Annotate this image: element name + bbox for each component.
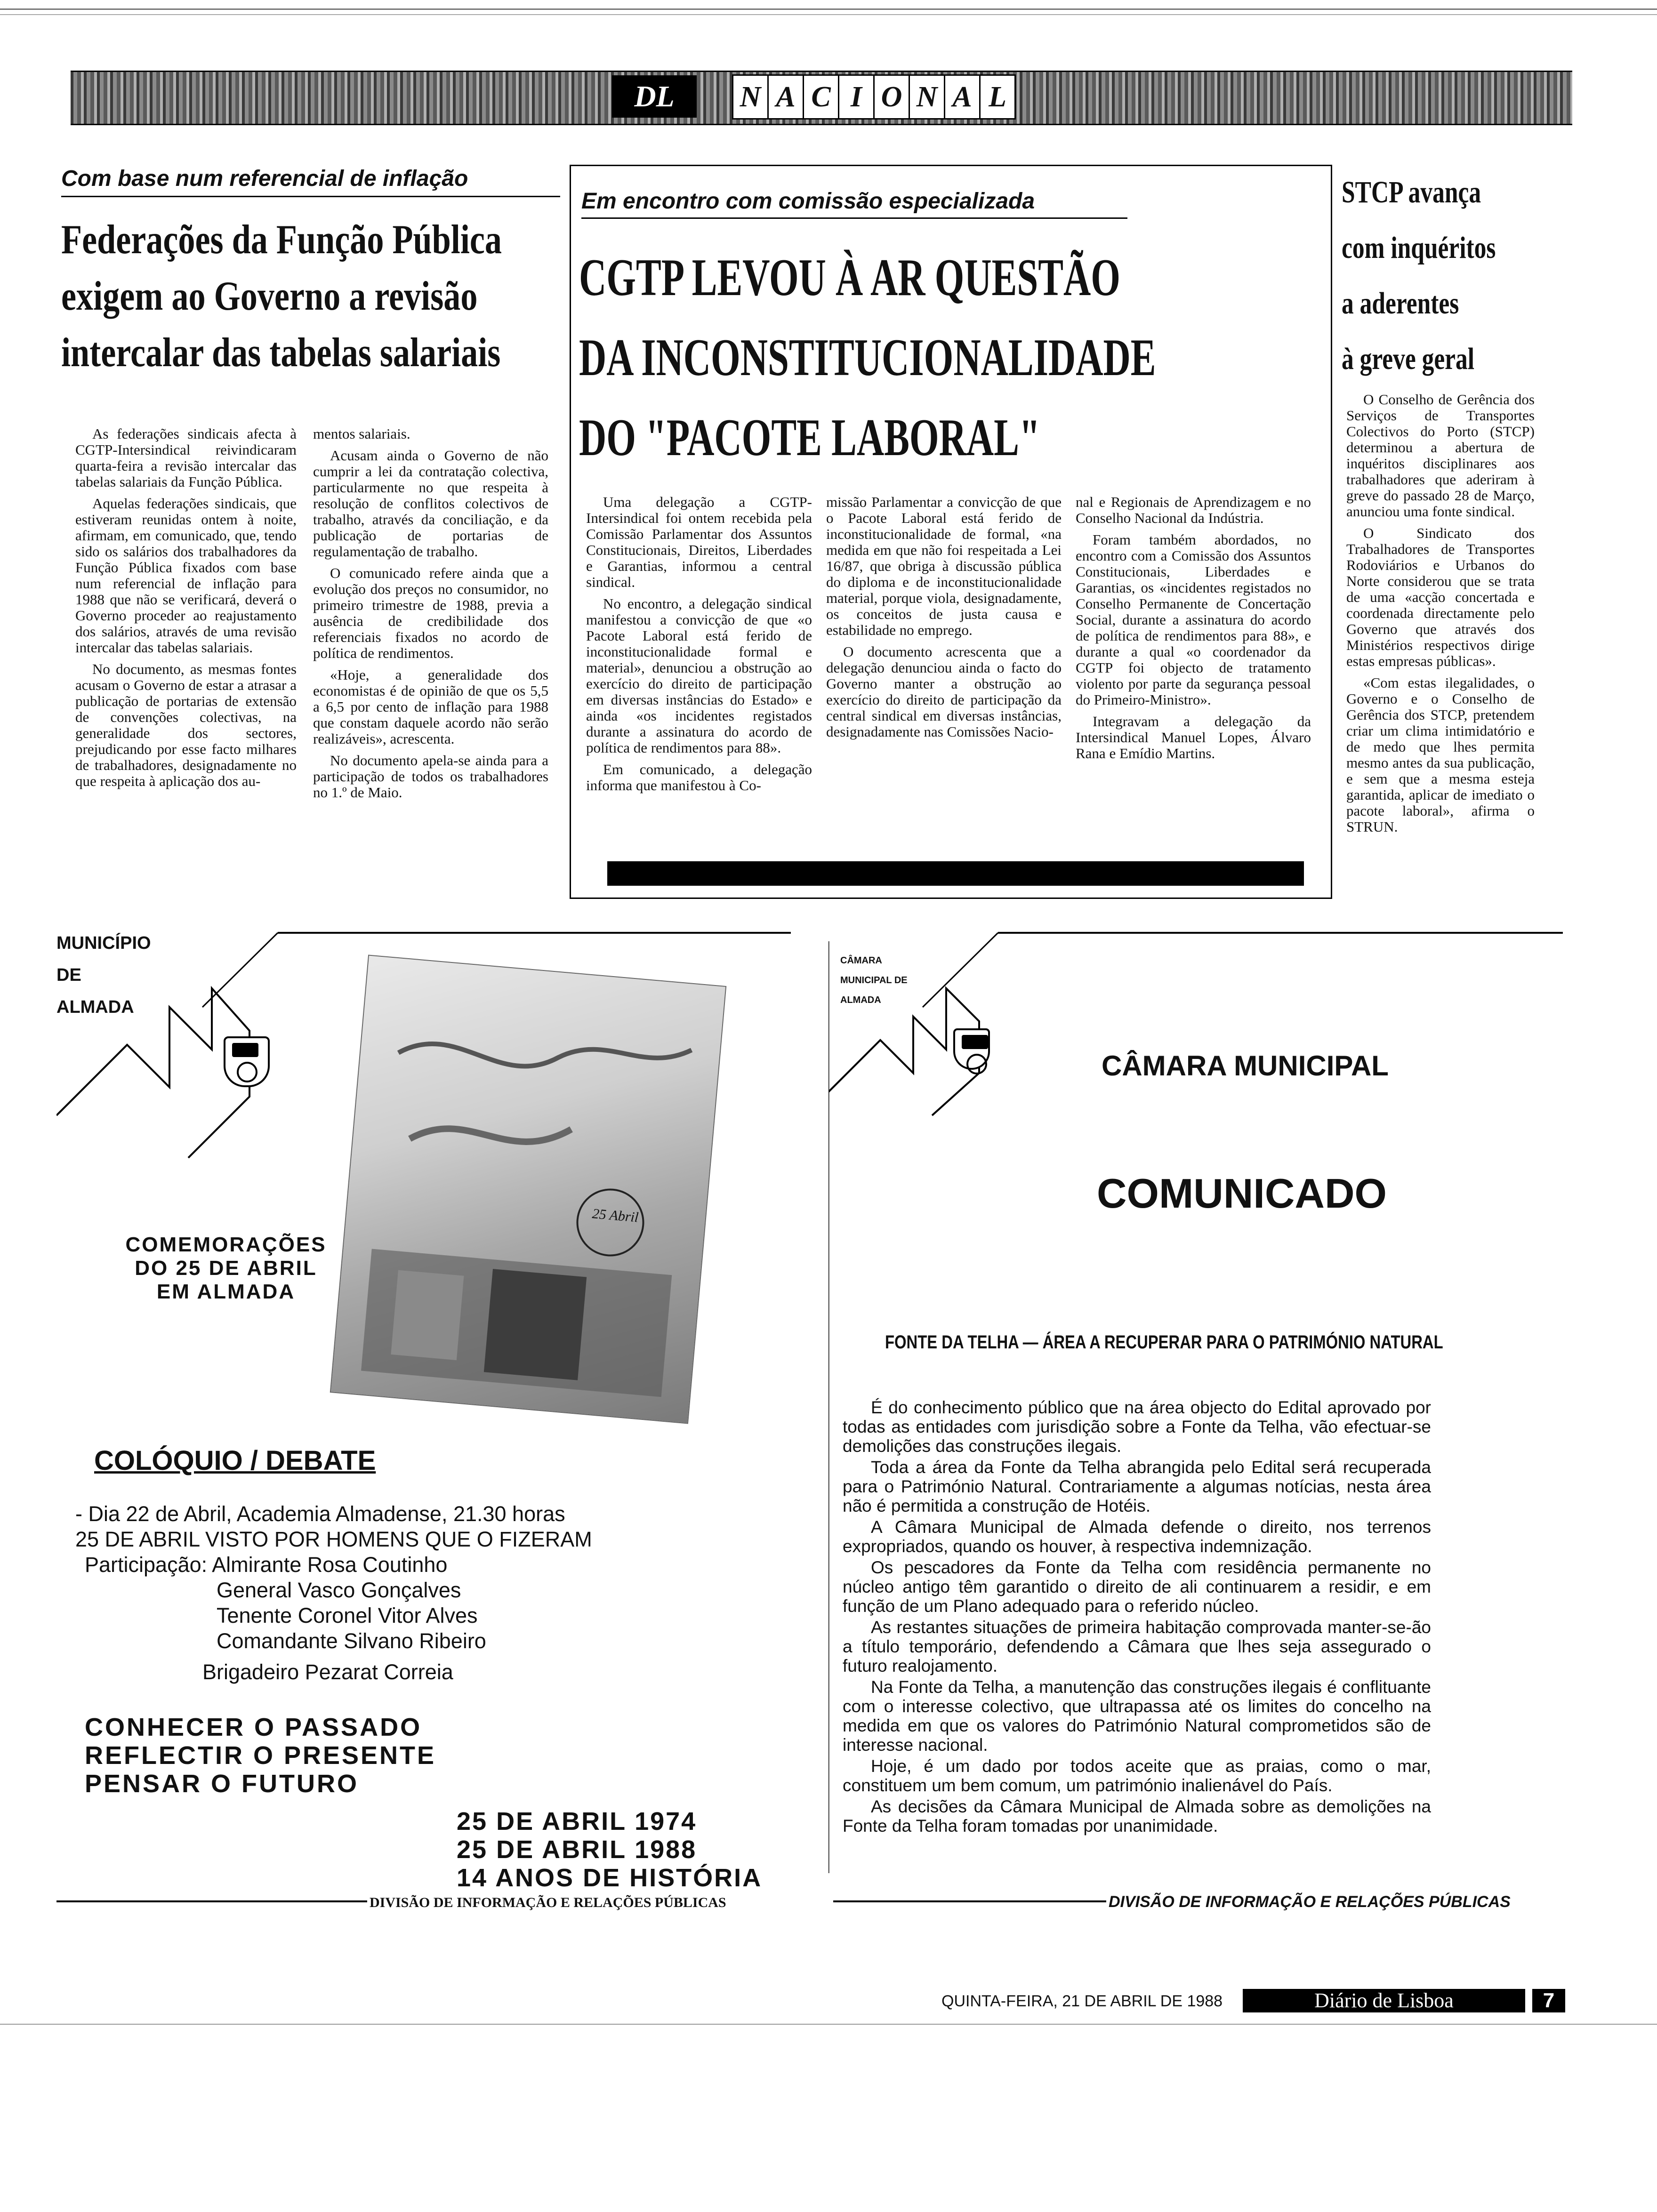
article1-kicker-rule [61,196,560,197]
article3-paragraph: O Sindicato dos Trabalhadores de Transportes Rodoviários e Urbanos do Norte considerou que se trata de uma «acção concertada e coordenada directamente pelo Governo que através dos Ministérios respectivos dirige estas empresas públicas». [1346,525,1535,669]
top-border-2 [0,14,1657,15]
section-letter: N [910,76,945,118]
ad-right-paragraph: É do conhecimento público que na área objecto do Edital aprovado por todas as entidades com jurisdição sobre a Fonte da Telha, vão efectuar-se demolições das construções ilegais. [843,1398,1431,1456]
article1-paragraph: No documento apela-se ainda para a participação de todos os trabalhadores no 1.º de Maio. [313,752,548,801]
article2-paragraph: Foram também abordados, no encontro com a Comissão dos Assuntos Constitucionais, Liberdades e Garantias, os «incidentes registados no Conselho Permanente de Concertação Social, durante a assinatura do acordo de política de rendimentos para 88», e durante a qual «o coordenador da CGTP foi objecto de tratamento violento por parte da segurança pessoal do Primeiro-Ministro». [1076,531,1311,708]
ad-left-dates [457,1807,762,1892]
article2-column-3 [1076,494,1311,767]
article2-headline-line: DA INCONSTITUCIONALIDADE [579,329,1156,387]
article2-paragraph: nal e Regionais de Aprendizagem e no Conselho Nacional da Indústria. [1076,494,1311,526]
article2-kicker-rule [581,217,1127,219]
article2-column-1 [586,494,812,799]
footer-page-number: 7 [1532,1989,1565,2012]
ad-right-heading: FONTE DA TELHA — ÁREA A RECUPERAR PARA O PATRIMÓNIO NATURAL [885,1332,1443,1353]
article1-headline-line: exigem ao Governo a revisão [61,273,478,319]
ad-left-slogan-line: REFLECTIR O PRESENTE [85,1741,436,1770]
ad-left-title-line: EM ALMADA [156,1280,296,1303]
article2-kicker: Em encontro com comissão especializada [581,189,1035,214]
article1-headline [61,212,570,381]
ad-left-dates-line: 25 DE ABRIL 1988 [457,1835,697,1864]
ad-left-subtitle: COLÓQUIO / DEBATE [94,1445,376,1476]
ad-right-org-line: CÂMARA [840,955,882,966]
ad-right-paragraph: Hoje, é um dado por todos aceite que as praias, como o mar, constituem um bem comum, um património inalienável do País. [843,1756,1431,1795]
ad-right [828,913,1572,1920]
ad-left-event-line: 25 DE ABRIL VISTO POR HOMENS QUE O FIZERAM [75,1527,592,1551]
section-letter: L [989,81,1006,113]
ad-left-org [56,927,151,1023]
ad-left-org-line: ALMADA [56,997,134,1017]
article2-headline-line: DO "PACOTE LABORAL" [579,409,1040,467]
ad-left-title-line: COMEMORAÇÕES [125,1233,327,1256]
article2-paragraph: No encontro, a delegação sindical manifestou a convicção de que «o Pacote Laboral está ferido de inconstitucionalidade formal e material», denunciou a obstrução ao exercício do direito de participação em diversas instâncias do Estado» e ainda «os incidentes registados durante a assinatura do acordo de política de rendimentos para 88». [586,595,812,756]
article3-headline-line: com inquéritos [1342,231,1496,265]
ad-right-subtitle: COMUNICADO [1097,1170,1387,1217]
article2-paragraph: missão Parlamentar a convicção de que o Pacote Laboral está ferido de inconstitucionalidade de formal, «na medida em que não foi respeitada a Lei 16/87, que obriga à discussão pública do diploma e de inconstitucionalidade material, porque viola, designadamente, os conceitos de justa causa e estabilidade no emprego. [826,494,1062,638]
section-letter: A [769,76,804,118]
ad-left-participant: Comandante Silvano Ribeiro [217,1629,486,1653]
top-border [0,8,1657,10]
article1-headline-line: intercalar das tabelas salariais [61,330,501,376]
section-letter: C [804,76,839,118]
article3-headline-line: STCP avança [1342,175,1481,209]
almada-crest-icon [224,1036,270,1087]
ad-left-participation: Participação: Almirante Rosa Coutinho [85,1553,448,1577]
ad-left-title-line: DO 25 DE ABRIL [135,1257,317,1280]
poster-image [330,954,726,1424]
footer-paper-name: Diário de Lisboa [1243,1989,1525,2012]
dl-logo: DL [612,75,697,118]
ad-right-title: CÂMARA MUNICIPAL [1102,1050,1389,1082]
article3-headline-line: à greve geral [1342,342,1475,376]
article2-headline-line: CGTP LEVOU À AR QUESTÃO [579,248,1120,307]
article3-headline-line: a aderentes [1342,286,1459,321]
ad-right-paragraph: A Câmara Municipal de Almada defende o direito, nos terrenos expropriados, quando os houver, à respectiva indemnização. [843,1517,1431,1556]
poster-text: 25 Abril [591,1206,639,1226]
article3-column [1346,392,1535,841]
article2-paragraph: Em comunicado, a delegação informa que manifestou à Co- [586,761,812,793]
ad-right-org [840,951,908,1010]
ad-right-body [843,1398,1431,1837]
ad-left-event-line: - Dia 22 de Abril, Academia Almadense, 21.30 horas [75,1502,565,1526]
ad-left-title [94,1233,358,1304]
article1-column-1 [75,426,297,795]
article1-paragraph: «Hoje, a generalidade dos economistas é de opinião de que os 5,5 a 6,5 por cento de inflação para 1988 que constam daquele acordo não serão realizáveis», acrescenta. [313,666,548,747]
ad-left [56,913,814,1920]
ad-left-dates-line: 25 DE ABRIL 1974 [457,1807,697,1835]
article1-kicker: Com base num referencial de inflação [61,166,468,191]
ad-left-dates-line: 14 ANOS DE HISTÓRIA [457,1864,763,1892]
ad-right-org-line: ALMADA [840,995,881,1005]
bottom-border [0,2024,1657,2025]
article3-headline [1342,165,1539,387]
ad-right-paragraph: Toda a área da Fonte da Telha abrangida pelo Edital será recuperada para o Património Natural. Contrariamente a algumas notícias, nesta área não é permitida a construção de Hotéis. [843,1458,1431,1515]
section-letter: N [733,76,769,118]
ad-right-paragraph: Na Fonte da Telha, a manutenção das construções ilegais é conflituante com o interesse colectivo, que ultrapassa até os limites do concelho na medida em que os valores do Património Natural comprometidos são de interesse nacional. [843,1677,1431,1755]
article1-column-2 [313,426,548,806]
article2-column-2 [826,494,1062,745]
ad-left-slogan-line: PENSAR O FUTURO [85,1770,359,1798]
article1-paragraph: No documento, as mesmas fontes acusam o Governo de estar a atrasar a publicação de portarias de extensão de convenções colectivas, na generalidade dos sectores, prejudicando por esse facto milhares de trabalhadores, designadamente no que respeita à aplicação dos au- [75,661,297,789]
almada-crest-icon [953,1028,990,1070]
article3-paragraph: O Conselho de Gerência dos Serviços de Transportes Colectivos do Porto (STCP) determinou a abertura de inquéritos disciplinares aos trabalhadores que aderiram à greve do passado 28 de Março, anunciou uma fonte sindical. [1346,391,1535,520]
article2-bottom-bar [607,861,1304,886]
ad-left-org-line: DE [56,965,81,985]
ad-left-event [75,1501,592,1685]
ad-right-paragraph: As restantes situações de primeira habitação comprovada manter-se-ão a título temporário, defendendo a Câmara que lhes seja assegurado o futuro realojamento. [843,1618,1431,1675]
ad-right-footer: DIVISÃO DE INFORMAÇÃO E RELAÇÕES PÚBLICAS [1109,1893,1511,1911]
ad-left-org-line: MUNICÍPIO [56,933,151,953]
ad-left-participant: Brigadeiro Pezarat Correia [202,1660,453,1684]
ad-right-org-line: MUNICIPAL DE [840,975,908,986]
article1-paragraph: O comunicado refere ainda que a evolução dos preços no consumidor, no primeiro trimestre de 1988, previa a ausência de credibilidade dos referenciais fixados no acordo de política de rendimentos. [313,565,548,661]
article2-paragraph: Integravam a delegação da Intersindical Manuel Lopes, Álvaro Rana e Emídio Martins. [1076,713,1311,761]
section-letter: O [875,76,910,118]
article1-paragraph: mentos salariais. [313,425,410,442]
ad-right-paragraph: Os pescadores da Fonte da Telha com residência permanente no núcleo antigo têm garantido o direito de ali continuarem a residir, e em função de um Plano adequado para o referido núcleo. [843,1558,1431,1616]
ad-left-participant: General Vasco Gonçalves [217,1578,461,1602]
article2-paragraph: Uma delegação a CGTP-Intersindical foi ontem recebida pela Comissão Parlamentar dos Assuntos Constitucionais, Direitos, Liberdades e Garantias, informou a central sindical. [586,494,812,590]
article1-paragraph: As federações sindicais afecta à CGTP-Intersindical reivindicaram quarta-feira a revisão intercalar das tabelas salariais da Função Pública. [75,425,297,490]
ad-left-slogan [85,1713,436,1798]
ad-left-footer: DIVISÃO DE INFORMAÇÃO E RELAÇÕES PÚBLICAS [370,1895,726,1910]
section-label [732,74,1016,120]
section-letter: I [839,76,875,118]
article2-headline [579,238,1323,478]
article1-paragraph: Acusam ainda o Governo de não cumprir a lei da contratação colectiva, particularmente no que respeita à resolução de conflitos colectivos de trabalho, através da conciliação, e da publicação de portarias de regulamentação de trabalho. [313,447,548,560]
section-letter: A [945,76,981,118]
article1-paragraph: Aquelas federações sindicais, que estiveram reunidas ontem à noite, afirmam, em comunicado, que, tendo sido os salários dos trabalhadores da Função Pública fixados com base num referencial de inflação para 1988 que não se verificará, deverá o Governo proceder ao reajustamento dos salários, através de uma revisão intercalar das tabelas salariais. [75,495,297,656]
ad-left-slogan-line: CONHECER O PASSADO [85,1713,422,1741]
article2-paragraph: O documento acrescenta que a delegação denunciou ainda o facto do Governo manter a obstrução ao exercício do direito de participação da central sindical em diversas instâncias, designadamente nas Comissões Nacio- [826,643,1062,740]
footer-date: QUINTA-FEIRA, 21 DE ABRIL DE 1988 [941,1992,1223,2010]
article1-headline-line: Federações da Função Pública [61,217,502,263]
poster-artwork [331,956,725,1423]
article3-paragraph: «Com estas ilegalidades, o Governo e o Conselho de Gerência dos STCP, pretendem criar um clima intimidatório e de medo que lhes permita mesmo antes da sua publicação, e sem que a mesma esteja garantida, aplicar de imediato o pacote laboral», afirma o STRUN. [1346,674,1535,835]
ad-left-participant: Tenente Coronel Vitor Alves [217,1603,478,1627]
ad-right-paragraph: As decisões da Câmara Municipal de Almada sobre as demolições na Fonte da Telha foram tomadas por unanimidade. [843,1797,1431,1835]
